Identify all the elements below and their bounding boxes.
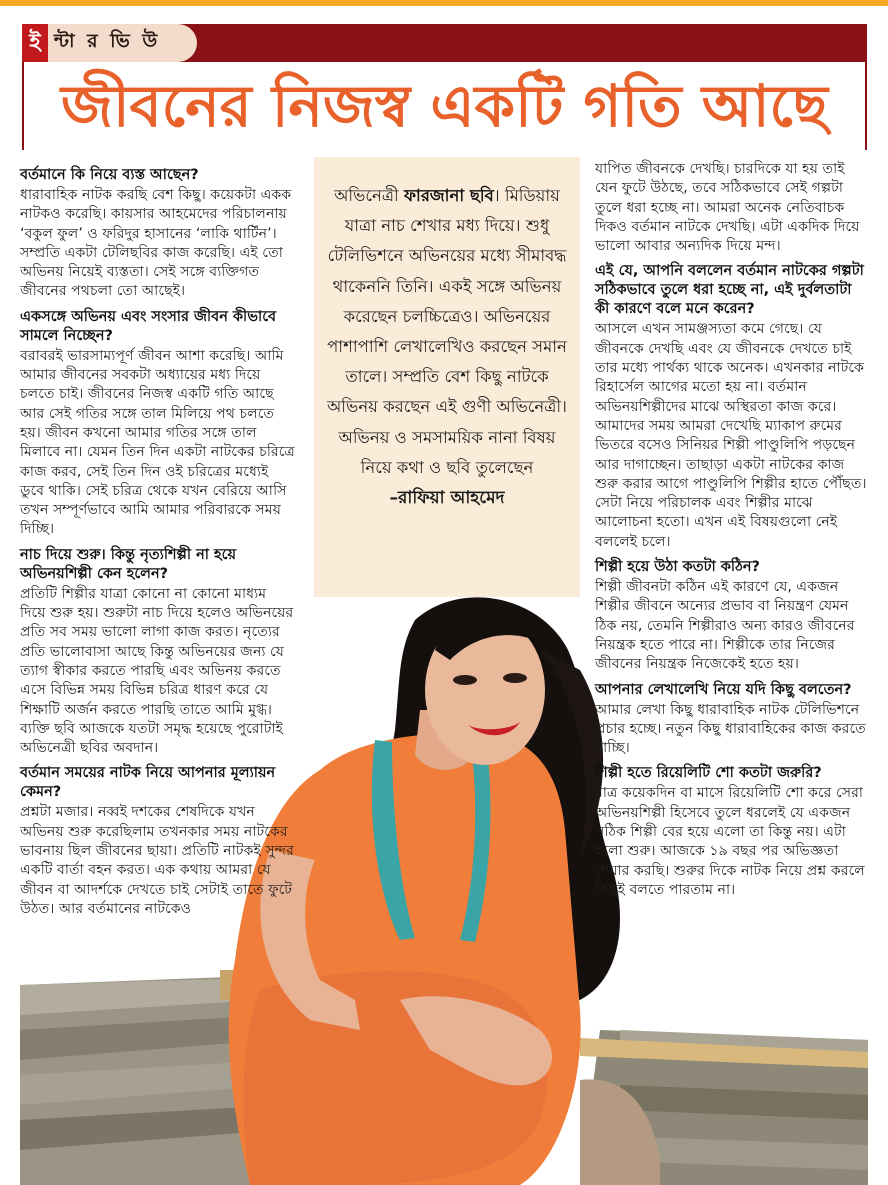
section-tag-initial: ই bbox=[22, 24, 48, 62]
qa-block-2 bbox=[20, 308, 296, 540]
question-heading: বর্তমানে কি নিয়ে ব্যস্ত আছেন? bbox=[20, 167, 199, 183]
question-heading: আপনার লেখালেখি নিয়ে যদি কিছু বলতেন? bbox=[595, 681, 852, 698]
article-headline: জীবনের নিজস্ব একটি গতি আছে bbox=[22, 62, 867, 150]
intro-lead: অভিনেত্রী bbox=[334, 186, 404, 205]
answer-text: প্রতিটি শিল্পীর যাত্রা কোনো না কোনো মাধ্যম দিয়ে শুরু হয়। শুরুটা নাচ দিয়ে হলেও অভিনয়ের প্রতি সব সময় ভালো লাগা কাজ করত। নৃত্যের প্রতি ভালোবাসা আছে কিন্তু অভিনয়ের জন্য যে ত্যাগ স্বীকার করতে পারছি এবং অভিনয় করতে এসে বিভিন্ন সময় বিভিন্ন চরিত্র ধারণ করে যে শিক্ষাটি অর্জন করতে পারছি তাতে আমি মুগ্ধ। ব্যক্তি ছবি আজকে যতটা সমৃদ্ধ হয়েছে পুরোটাই অভিনেত্রী ছবির অবদান। bbox=[20, 585, 294, 757]
intro-author: –রাফিয়া আহমেদ bbox=[389, 488, 505, 509]
answer-text: আসলে এখন সামঞ্জস্যতা কমে গেছে। যে জীবনকে দেখছি এবং যে জীবনকে দেখতে চাই তার মধ্যে পার্থক্য থাকে অনেক। এখনকার নাটকে রিহার্সেল আগের মতো হয় না। বর্তমান অভিনয়শিল্পীদের মাঝে অস্থিরতা কাজ করে। আমাদের সময় আমরা দেখেছি ম্যাকাপ রুমের ভিতরে বসেও সিনিয়র শিল্পী পাণ্ডুলিপি পড়ছেন আর দাগাচ্ছেন। তাছাড়া একটা নাটকের কাজ শুরু করার আগে পাণ্ডুলিপি শিল্পীর হাতে পৌঁছত। সেটা নিয়ে পরিচালক এবং শিল্পীর মাঝে আলোচনা হতো। এখন এই বিষয়গুলো নেই বললেই চলে। bbox=[595, 321, 867, 550]
qa-block-8 bbox=[595, 764, 867, 900]
question-heading: নাচ দিয়ে শুরু। কিন্তু নৃত্যশিল্পী না হয়ে অভিনয়শিল্পী কেন হলেন? bbox=[20, 546, 236, 582]
continued-text: যাপিত জীবনকে দেখছি। চারদিকে যা হয় তাই যেন ফুটে উঠছে, তবে সঠিকভাবে সেই গল্পটা তুলে ধরা হচ্ছে না। আমরা অনেক নেতিবাচক দিকও বর্তমান নাটকে দেখছি। এটা একদিক দিয়ে ভালো আবার অন্যদিক দিয়ে মন্দ। bbox=[595, 161, 860, 255]
column-left bbox=[20, 160, 296, 919]
answer-text: মাত্র কয়েকদিন বা মাসে রিয়েলিটি শো করে সেরা অভিনয়শিল্পী হিসেবে তুলে ধরলেই যে একজন সঠিক শিল্পী বের হয়ে এলো তা কিন্তু নয়। এটা হলো শুরু। আজকে ১৯ বছর পর অভিজ্ঞতা শেয়ার করছি। শুরুর দিকে নাটক নিয়ে প্রশ্ন করলে কিছুই বলতে পারতাম না। bbox=[595, 785, 865, 898]
section-tag bbox=[22, 24, 197, 62]
question-heading: বর্তমান সময়ের নাটক নিয়ে আপনার মূল্যায়ন কেমন? bbox=[20, 765, 276, 801]
intro-body: । মিডিয়ায় যাত্রা নাচ শেখার মধ্য দিয়ে। শুধু টেলিভিশনে অভিনয়ের মধ্যে সীমাবদ্ধ থাকেননি তিনি। একই সঙ্গে অভিনয় করেছেন চলচ্চিত্রেও। অভিনয়ের পাশাপাশি লেখালেখিও করছেন সমান তালে। সম্প্রতি বেশ কিছু নাটকে অভিনয় করছেন এই গুণী অভিনেত্রী। অভিনয় ও সমসাময়িক নানা বিষয় নিয়ে কথা ও ছবি তুলেছেন bbox=[327, 186, 567, 477]
qa-block-4 bbox=[20, 764, 296, 919]
answer-text: বরাবরই ভারসাম্যপূর্ণ জীবন আশা করেছি। আমি আমার জীবনের সবকটা অধ্যায়ের মধ্য দিয়ে চলতে চাই। জীবনের নিজস্ব একটি গতি আছে আর সেই গতির সঙ্গে তাল মিলিয়ে পথ চলতে হয়। জীবন কখনো আমার গতির সঙ্গে তাল মিলাবে না। যেমন তিন দিন একটা নাটকের চরিত্রে কাজ করব, সেই তিন দিন ওই চরিত্রের মধ্যেই ডুবে থাকি। সেই চরিত্র থেকে যখন বেরিয়ে আসি তখন সম্পূর্ণভাবে আমি আমার পরিবারকে সময় দিচ্ছি। bbox=[20, 347, 295, 538]
qa-block-3 bbox=[20, 546, 296, 759]
question-heading: শিল্পী হতে রিয়েলিটি শো কতটা জরুরি? bbox=[595, 765, 822, 782]
qa-block-7 bbox=[595, 681, 867, 759]
question-heading: শিল্পী হয়ে উঠা কতটা কঠিন? bbox=[595, 559, 760, 576]
answer-text: শিল্পী জীবনটা কঠিন এই কারণে যে, একজন শিল্পীর জীবনে অন্যের প্রভাব বা নিয়ন্ত্রণ যেমন ঠিক নয়, তেমনি শিল্পীরাও অন্য কারও জীবনের নিয়ন্ত্রক হতে পারে না। শিল্পীকে তার নিজের জীবনের নিয়ন্ত্রক নিজেকেই হতে হয়। bbox=[595, 579, 855, 673]
qa-block-5 bbox=[595, 262, 867, 552]
answer-text: প্রশ্নটা মজার। নব্বই দশকের শেষদিকে যখন অভিনয় শুরু করেছিলাম তখনকার সময় নাটকের ভাবনায় ছিল জীবনের ছায়া। প্রতিটি নাটকই সুন্দর একটি বার্তা বহন করত। এক কথায় আমরা যে জীবন বা আদর্শকে দেখতে চাই সেটাই তাতে ফুটে উঠত। আর বর্তমানের নাটকেও bbox=[20, 804, 294, 917]
answer-text: ধারাবাহিক নাটক করছি বেশ কিছু। কয়েকটা একক নাটকও করেছি। কায়সার আহমেদের পরিচালনায় ‘বকুল ফুল’ ও ফরিদুর হাসানের ‘লাকি থার্টিন’। সম্প্রতি একটা টেলিছবির কাজ করেছি। এই তো অভিনয় নিয়েই ব্যস্ততা। সেই সঙ্গে ব্যক্তিগত জীবনের পথচলা তো আছেই। bbox=[20, 187, 292, 300]
answer-text: আমার লেখা কিছু ধারাবাহিক নাটক টেলিভিশনে প্রচার হচ্ছে। নতুন কিছু ধারাবাহিকের কাজ করতে যাচ্ছি। bbox=[595, 701, 866, 757]
section-tag-label: ন্টা র ভি উ bbox=[54, 30, 161, 52]
question-heading: এই যে, আপনি বললেন বর্তমান নাটকের গল্পটা সঠিকভাবে তুলে ধরা হচ্ছে না, এই দুর্বলতাটা কী কারণে বলে মনে করেন? bbox=[595, 263, 864, 318]
column-right bbox=[595, 160, 867, 900]
qa-block-6 bbox=[595, 558, 867, 674]
top-rule bbox=[0, 0, 888, 6]
intro-box bbox=[314, 157, 580, 597]
qa-block-1 bbox=[20, 166, 296, 302]
intro-name: ফারজানা ছবি bbox=[404, 186, 494, 205]
question-heading: একসঙ্গে অভিনয় এবং সংসার জীবন কীভাবে সামলে নিচ্ছেন? bbox=[20, 308, 277, 344]
